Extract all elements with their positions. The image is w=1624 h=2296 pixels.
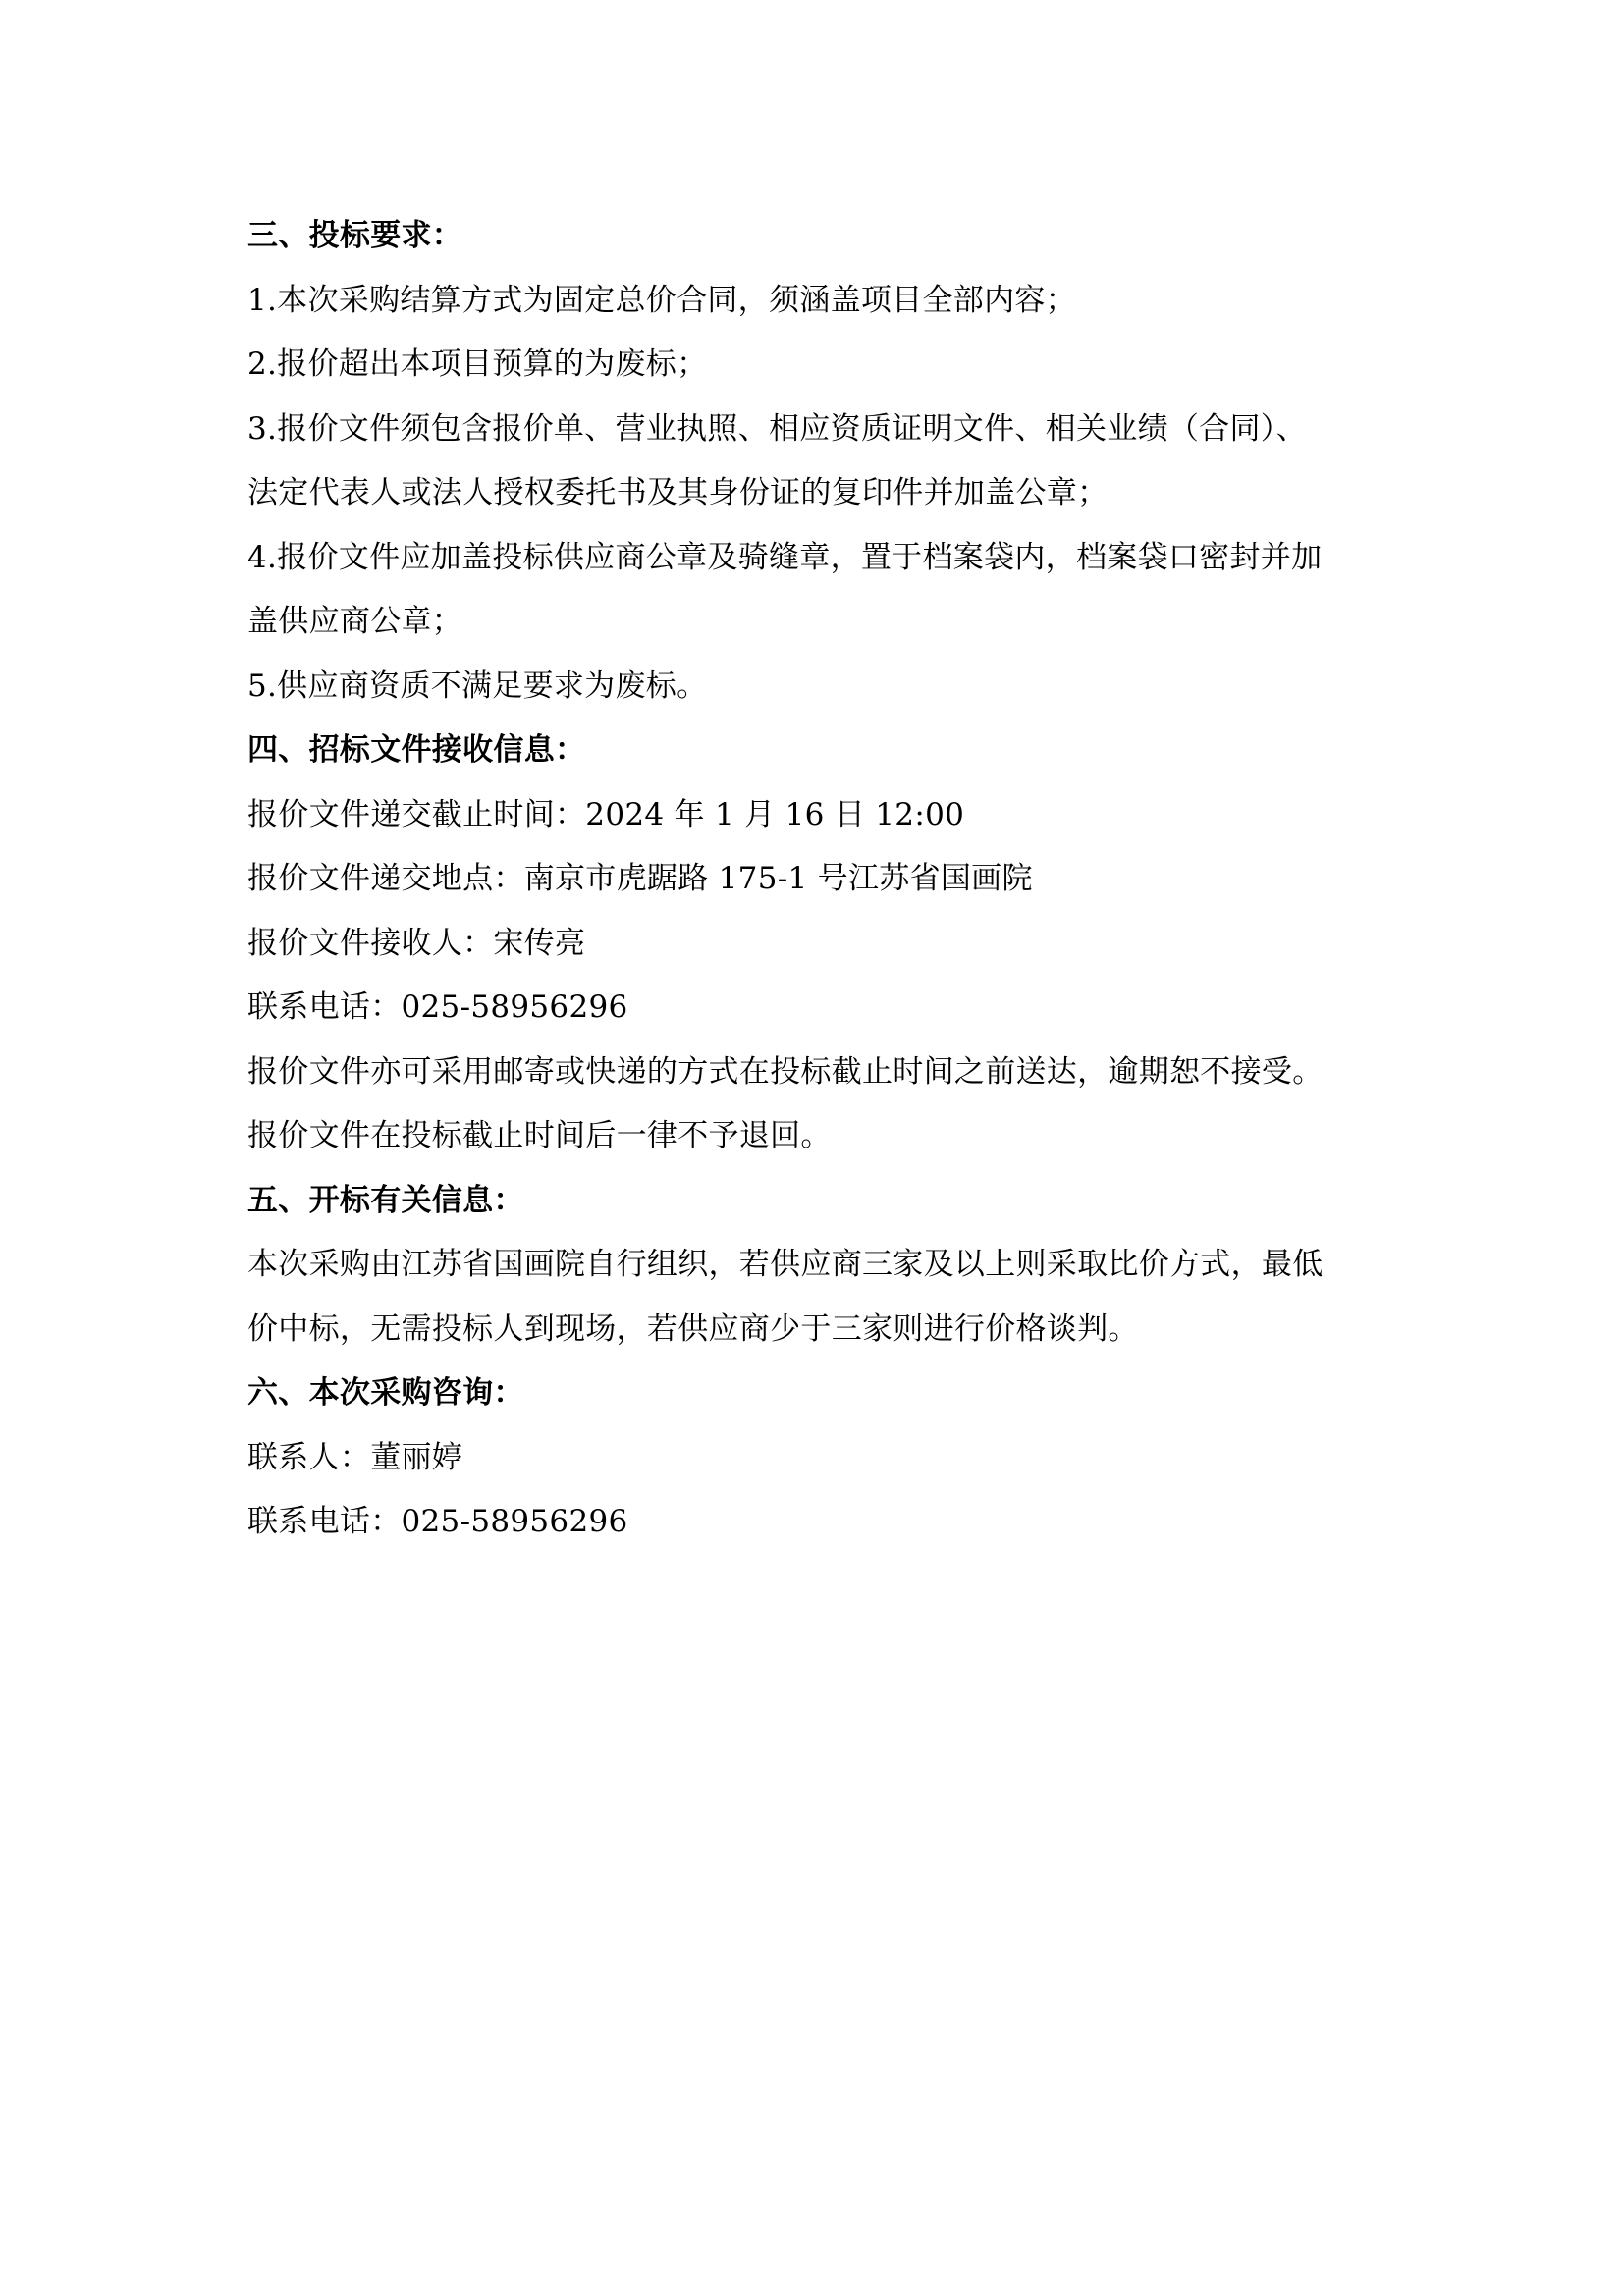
section-heading: 六、本次采购咨询： [247, 1375, 524, 1411]
section-bid-opening [247, 1169, 1396, 1362]
paragraph-line: 1.本次采购结算方式为固定总价合同，须涵盖项目全部内容； [247, 282, 1076, 318]
paragraph-line: 本次采购由江苏省国画院自行组织，若供应商三家及以上则采取比价方式，最低 [247, 1247, 1324, 1282]
paragraph-line: 法定代表人或法人授权委托书及其身份证的复印件并加盖公章； [247, 475, 1109, 510]
paragraph-line: 联系人：董丽婷 [247, 1439, 463, 1475]
paragraph-line: 报价文件递交地点：南京市虎踞路 175-1 号江苏省国画院 [247, 861, 1033, 896]
section-heading: 三、投标要求： [247, 218, 463, 253]
section-document-submission [247, 719, 1396, 1169]
paragraph-line: 2.报价超出本项目预算的为废标； [247, 347, 708, 382]
paragraph-line: 3.报价文件须包含报价单、营业执照、相应资质证明文件、相关业绩（合同）、 [247, 410, 1307, 447]
paragraph-line: 报价文件亦可采用邮寄或快递的方式在投标截止时间之前送达，逾期恕不接受。 [247, 1053, 1324, 1090]
paragraph-line: 报价文件递交截止时间：2024 年 1 月 16 日 12:00 [247, 796, 965, 832]
paragraph-line: 联系电话：025-58956296 [247, 1504, 628, 1539]
paragraph-line: 5.供应商资质不满足要求为废标。 [247, 667, 708, 704]
section-heading: 四、招标文件接收信息： [247, 732, 586, 768]
document-page [247, 204, 1396, 1555]
section-heading: 五、开标有关信息： [247, 1182, 524, 1218]
paragraph-line: 4.报价文件应加盖投标供应商公章及骑缝章，置于档案袋内，档案袋口密封并加 [247, 539, 1323, 575]
section-procurement-inquiry [247, 1362, 1396, 1555]
section-bid-requirements [247, 204, 1396, 719]
paragraph-line: 价中标，无需投标人到现场，若供应商少于三家则进行价格谈判。 [247, 1310, 1139, 1347]
paragraph-line: 盖供应商公章； [247, 604, 463, 639]
paragraph-line: 报价文件在投标截止时间后一律不予退回。 [247, 1118, 832, 1153]
paragraph-line: 报价文件接收人：宋传亮 [247, 925, 586, 961]
paragraph-line: 联系电话：025-58956296 [247, 989, 628, 1025]
